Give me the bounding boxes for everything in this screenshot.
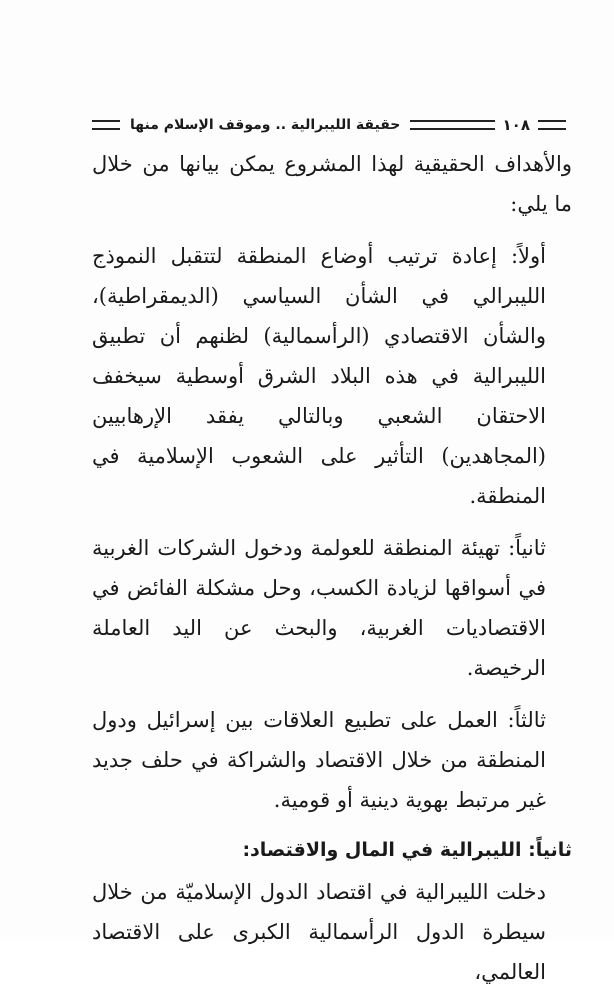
- paragraph-lead: ثالثاً:: [507, 708, 546, 732]
- paragraph-first: [92, 236, 572, 516]
- header-rule-right: [538, 120, 566, 130]
- paragraph-final: [92, 872, 572, 992]
- paragraph-lead: ثانياً:: [508, 536, 546, 560]
- paragraph-lead: أولاً:: [510, 244, 546, 268]
- page-number: ١٠٨: [502, 116, 530, 134]
- header-rule-middle: [410, 120, 494, 130]
- header-rule-left: [92, 120, 120, 130]
- section-heading: ثانياً: الليبرالية في المال والاقتصاد:: [242, 839, 572, 861]
- paragraph-text: تهيئة المنطقة للعولمة ودخول الشركات الغربية في أسواقها لزيادة الكسب، وحل مشكلة الفائض في الاقتصاديات الغربية، والبحث عن اليد العاملة الرخيصة.: [92, 536, 546, 680]
- paragraph-text: إعادة ترتيب أوضاع المنطقة لتتقبل النموذج الليبرالي في الشأن السياسي (الديمقراطية)، والشأن الاقتصادي (الرأسمالية) لظنهم أن تطبيق الليبرالية في هذه البلاد الشرق أوسطية سيخفف الاحتقان الشعبي وبالتالي يفقد الإرهابيين (المجاهدين) التأثير على الشعوب الإسلامية في المنطقة.: [92, 244, 546, 508]
- paragraph-third: [92, 700, 572, 820]
- paragraph-text: والأهداف الحقيقية لهذا المشروع يمكن بيانها من خلال ما يلي:: [92, 152, 572, 216]
- running-title: حقيقة الليبرالية .. وموقف الإسلام منها: [130, 117, 401, 133]
- page-body: [92, 144, 572, 1004]
- paragraph-text: دخلت الليبرالية في اقتصاد الدول الإسلاميّة من خلال سيطرة الدول الرأسمالية الكبرى على الاقتصاد العالمي،: [92, 880, 546, 984]
- paragraph-second: [92, 528, 572, 688]
- paragraph-text: العمل على تطبيع العلاقات بين إسرائيل ودول المنطقة من خلال الاقتصاد والشراكة في حلف جديد غير مرتبط بهوية دينية أو قومية.: [92, 708, 546, 812]
- paragraph-intro: [92, 144, 572, 224]
- running-header: [88, 112, 570, 138]
